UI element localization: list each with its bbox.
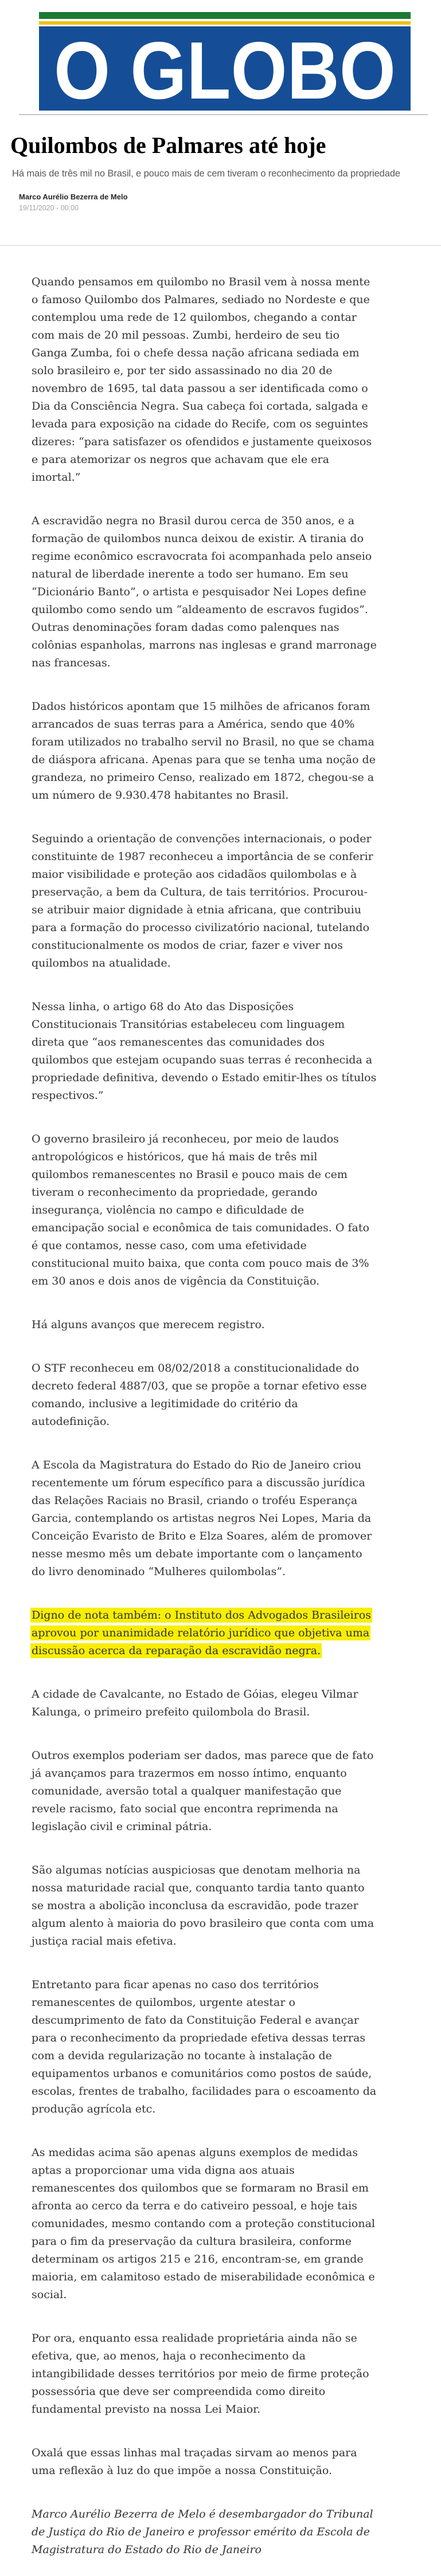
- article-paragraph: Dados históricos apontam que 15 milhões de africanos foram arrancados de suas terras para a América, sendo que 40% foram utilizados no trabalho servil no Brasil, no que se chama de diáspora africana. Apenas para que se tenha uma noção de grandeza, no primeiro Censo, realizado em 1872, chegou-se a um número de 9.930.478 habitantes no Brasil.: [32, 700, 376, 802]
- logo-yellow-stripe: [39, 21, 411, 25]
- masthead: [39, 0, 411, 111]
- article-paragraph: Seguindo a orientação de convenções internacionais, o poder constituinte de 1987 reconheceu a importância de se conferir maior visibilidade e proteção aos cidadãos quilombolas e à preservação, a bem da Cultura, de tais territórios. Procurou-se atribuir maior dignidade à etnia africana, que contribuiu para a formação do processo civilizatório nacional, tutelando constitucionalmente os modos de criar, fazer e viver nos quilombos na atualidade.: [32, 832, 373, 969]
- o-globo-logo-art: [39, 26, 411, 111]
- article-paragraph: A escravidão negra no Brasil durou cerca de 350 anos, e a formação de quilombos nunca deixou de existir. A tirania do regime econômico escravocrata foi acompanhada pelo anseio natural de liberdade inerente a todo ser humano. Em seu “Dicionário Banto”, o artista e pesquisador Nei Lopes define quilombo como sendo um “aldeamento de escravos fugidos”. Outras denominações foram dadas como palenques nas colônias espanholas, marrons nas inglesas e grand marronage nas francesas.: [32, 514, 377, 669]
- article-paragraph: Por ora, enquanto essa realidade proprietária ainda não se efetiva, que, ao menos, haja o reconhecimento da intangibilidade desses territórios por meio de firme proteção possessória que deve ser compreendida como direito fundamental previsto na nossa Lei Maior.: [32, 2331, 369, 2416]
- article-paragraph: A cidade de Cavalcante, no Estado de Góias, elegeu Vilmar Kalunga, o primeiro prefeito quilombola do Brasil.: [32, 1687, 358, 1718]
- logo-green-stripe: [39, 12, 411, 19]
- article-paragraph: Outros exemplos poderiam ser dados, mas parece que de fato já avançamos para trazermos em nosso íntimo, enquanto comunidade, aversão total a qualquer manifestação que revele racismo, fato social que encontra reprimenda na legislação civil e criminal pátria.: [32, 1749, 374, 1833]
- article-paragraph: As medidas acima são apenas alguns exemplos de medidas aptas a proporcionar uma vida digna aos atuais remanescentes dos quilombos que se formaram no Brasil em afronta ao cerco da terra e do cativeiro pessoal, e hoje tais comunidades, mesmo contando com a proteção constitucional para o fim da preservação da cultura brasileira, conforme determinam os artigos 215 e 216, encontram-se, em grande maioria, em calamitoso estado de miserabilidade econômica e social.: [32, 2146, 376, 2301]
- o-globo-logo[interactable]: [39, 26, 411, 111]
- header-rule: [19, 114, 428, 115]
- article-subtitle: Há mais de três mil no Brasil, e pouco mais de cem tiveram o reconhecimento da propriedade: [12, 168, 400, 179]
- article-paragraph: Oxalá que essas linhas mal traçadas sirvam ao menos para uma reflexão à luz do que impõe a nossa Constituição.: [32, 2446, 357, 2477]
- publish-date: 19/11/2020 - 00:00: [19, 203, 79, 212]
- article-paragraph: Quando pensamos em quilombo no Brasil vem à nossa mente o famoso Quilombo dos Palmares, sediado no Nordeste e que contemplou uma rede de 12 quilombos, chegando a contar com mais de 20 mil pessoas. Zumbi, herdeiro de seu tio Ganga Zumba, foi o chefe dessa nação africana sediada em solo brasileiro e, por ter sido assassinado no dia 20 de novembro de 1695, tal data passou a ser identificada como o Dia da Consciência Negra. Sua cabeça foi cortada, salgada e levada para exposição na cidade do Recife, com os seguintes dizeres: “para satisfazer os ofendidos e justamente queixosos e para atemorizar os negros que achavam que ele era imortal.”: [32, 275, 372, 484]
- article-paragraph: Nessa linha, o artigo 68 do Ato das Disposições Constitucionais Transitórias estabeleceu com linguagem direta que “aos remanescentes das comunidades dos quilombos que estejam ocupando suas terras é reconhecida a propriedade definitiva, devendo o Estado emitir-lhes os títulos respectivos.”: [32, 1000, 377, 1102]
- article-paragraph: Há alguns avanços que merecem registro.: [32, 1318, 265, 1331]
- article-paragraph: A Escola da Magistratura do Estado do Rio de Janeiro criou recentemente um fórum específico para a discussão jurídica das Relações Raciais no Brasil, criando o troféu Esperança Garcia, contemplando os artistas negros Nei Lopes, Maria da Conceição Evaristo de Brito e Elza Soares, além de promover nesse mesmo mês um debate importante com o lançamento do livro denominado “Mulheres quilombolas”.: [32, 1458, 372, 1578]
- article-paragraph: São algumas notícias auspiciosas que denotam melhoria na nossa maturidade racial que, conquanto tardia tanto quanto se mostra a abolição inconclusa da escravidão, pode trazer algum alento à maioria do povo brasileiro que conta com uma justiça racial mais efetiva.: [32, 1863, 374, 1947]
- o-globo-logo-text: O GLOBO: [54, 26, 396, 111]
- article-paragraph-highlighted: [32, 1607, 377, 1660]
- article-paragraph: Entretanto para ficar apenas no caso dos territórios remanescentes de quilombos, urgente atestar o descumprimento de fato da Constituição Federal e avançar para o reconhecimento da propriedade efetiva dessas terras com a devida regularização no tocante à instalação de equipamentos urbanos e comunitários como postos de saúde, escolas, frentes de trabalho, facilidades para o escoamento da produção agrícola etc.: [32, 1978, 377, 2115]
- highlight-marker: Digno de nota também: o Instituto dos Advogados Brasileiros aprovou por unanimidade relatório jurídico que objetiva uma discussão acerca da reparação da escravidão negra.: [32, 1608, 372, 1657]
- article-paragraph: O governo brasileiro já reconheceu, por meio de laudos antropológicos e históricos, que há mais de três mil quilombos remanescentes no Brasil e pouco mais de cem tiveram o reconhecimento da propriedade, gerando insegurança, violência no campo e dificuldade de emancipação social e econômica de tais comunidades. O fato é que contamos, nesse caso, com uma efetividade constitucional muito baixa, que conta com pouco mais de 3% em 30 anos e dois anos de vigência da Constituição.: [32, 1132, 369, 1287]
- article-paragraph: O STF reconheceu em 08/02/2018 a constitucionalidade do decreto federal 4887/03, que se propõe a tornar efetivo esse comando, inclusive a legitimidade do critério da autodefinição.: [32, 1361, 367, 1428]
- article-title: Quilombos de Palmares até hoje: [10, 132, 326, 158]
- author-name: Marco Aurélio Bezerra de Melo: [19, 192, 128, 201]
- author-bio: Marco Aurélio Bezerra de Melo é desembargador do Tribunal de Justiça do Rio de Janeiro e professor emérito da Escola de Magistratura do Estado do Rio de Janeiro: [32, 2507, 373, 2556]
- article-body: [0, 246, 378, 2480]
- article-head: [0, 133, 441, 212]
- byline: [19, 193, 430, 212]
- article: [0, 133, 441, 2559]
